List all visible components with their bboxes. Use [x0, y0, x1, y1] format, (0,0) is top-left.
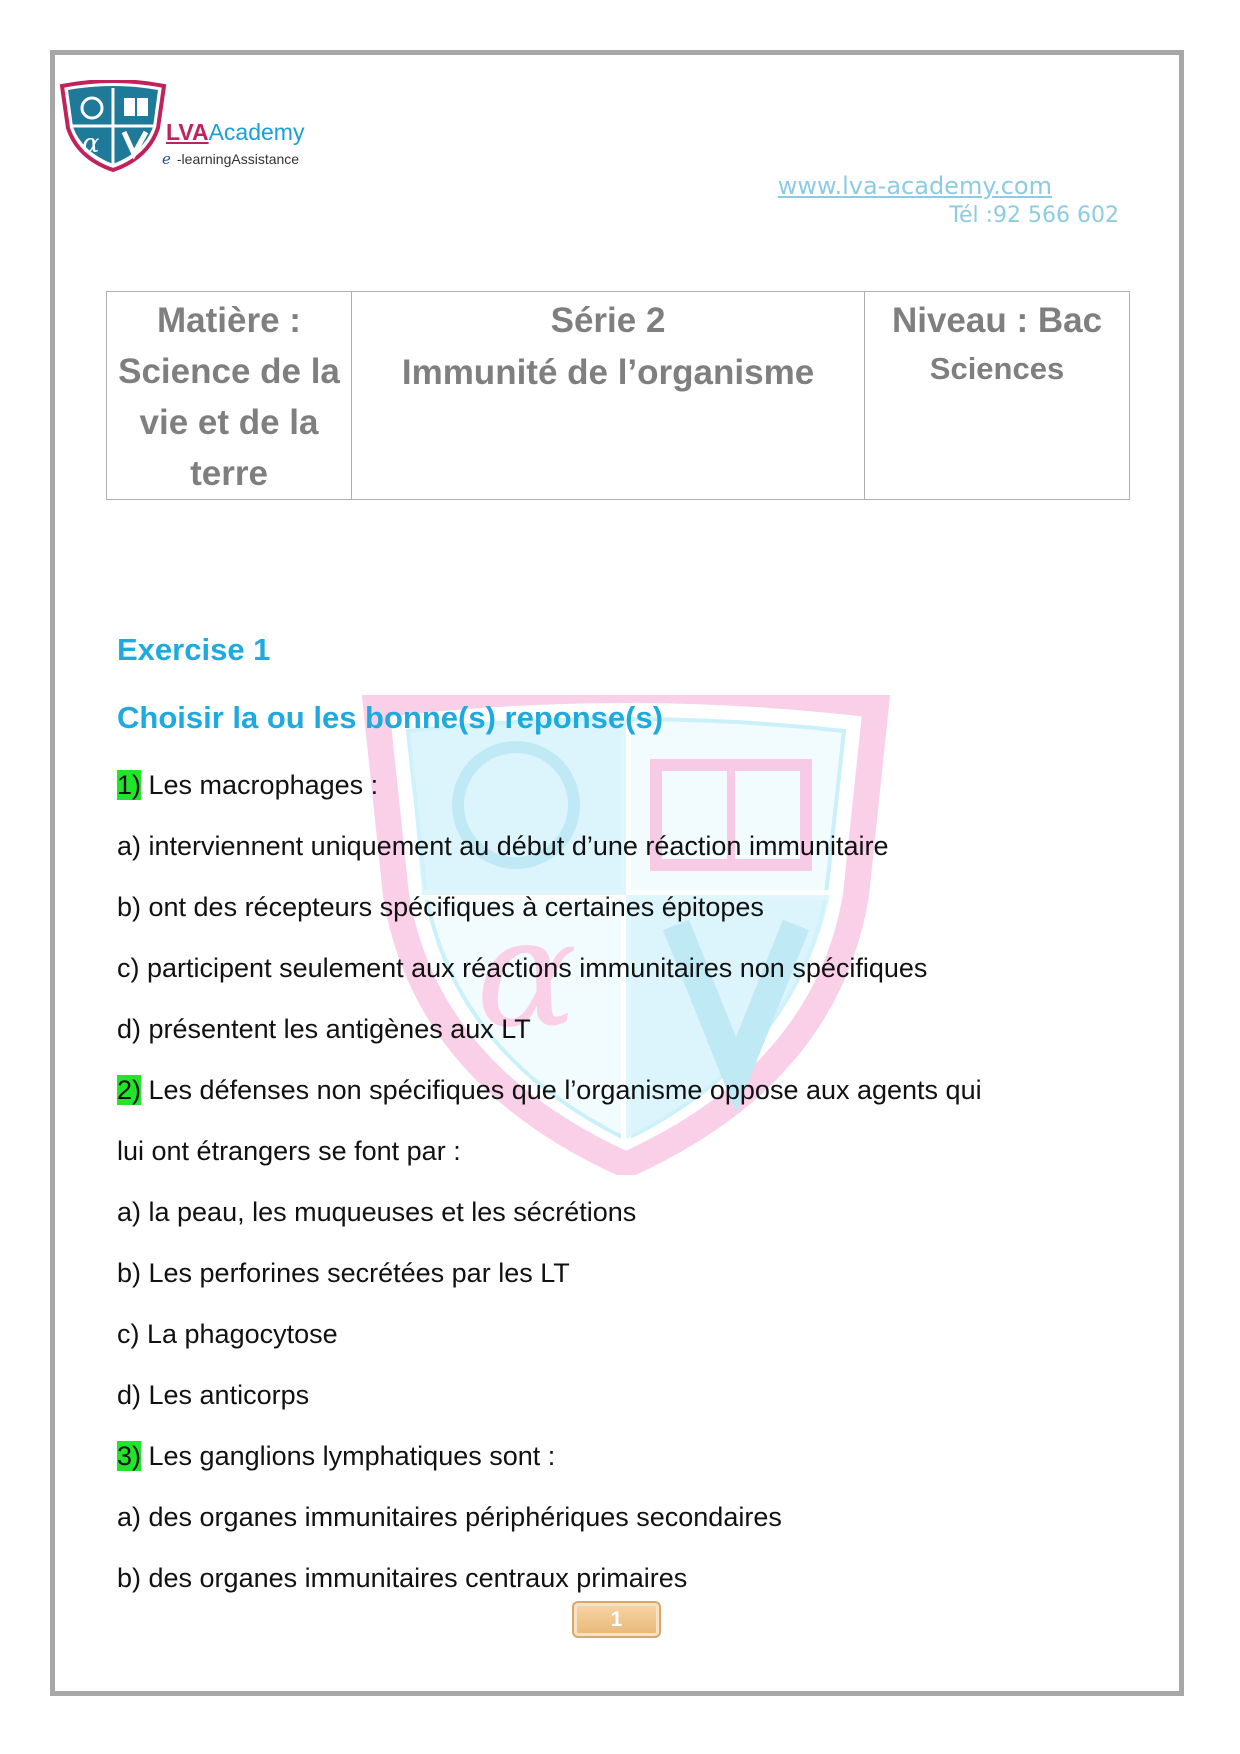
header-table: [106, 291, 1130, 500]
brand-tagline: e -learningAssistance: [162, 150, 300, 168]
svg-text:α: α: [476, 887, 578, 1061]
phone-number: Tél :92 566 602: [949, 203, 1119, 228]
subject-cell: Matière : Science de la vie et de la terre: [107, 292, 352, 500]
q1-option-a: a) interviennent uniquement au début d’une réaction immunitaire: [117, 831, 889, 861]
page-number: 1: [572, 1601, 661, 1638]
exercise-instruction: Choisir la ou les bonne(s) reponse(s): [117, 700, 664, 735]
series-cell: Série 2 Immunité de l’organisme: [352, 292, 865, 500]
question-number-badge: 2): [117, 1075, 142, 1105]
q2-option-a: a) la peau, les muqueuses et les sécrétions: [117, 1197, 637, 1227]
question-1: 1) Les macrophages :: [117, 770, 379, 800]
lva-academy-logo-icon: [58, 80, 168, 172]
q2-option-b: b) Les perforines secrétées par les LT: [117, 1258, 570, 1288]
q3-option-a: a) des organes immunitaires périphériques secondaires: [117, 1502, 782, 1532]
q1-option-c: c) participent seulement aux réactions immunitaires non spécifiques: [117, 953, 928, 983]
question-3: 3) Les ganglions lymphatiques sont :: [117, 1441, 556, 1471]
brand-block: [162, 119, 305, 168]
q2-option-c: c) La phagocytose: [117, 1319, 338, 1349]
q1-option-b: b) ont des récepteurs spécifiques à certaines épitopes: [117, 892, 764, 922]
q2-option-d: d) Les anticorps: [117, 1380, 310, 1410]
website-link[interactable]: www.lva-academy.com: [777, 172, 1052, 200]
question-2: 2) Les défenses non spécifiques que l’organisme oppose aux agents qui: [117, 1075, 982, 1105]
brand-name: LVAAcademy: [166, 119, 305, 145]
q3-option-b: b) des organes immunitaires centraux primaires: [117, 1563, 688, 1593]
svg-text:α: α: [82, 129, 100, 159]
question-number-badge: 3): [117, 1441, 142, 1471]
question-number-badge: 1): [117, 770, 142, 800]
exercise-title: Exercise 1: [117, 632, 271, 667]
q1-option-d: d) présentent les antigènes aux LT: [117, 1014, 531, 1044]
level-cell: Niveau : Bac Sciences: [865, 292, 1130, 500]
question-2-continued: lui ont étrangers se font par :: [117, 1136, 461, 1166]
